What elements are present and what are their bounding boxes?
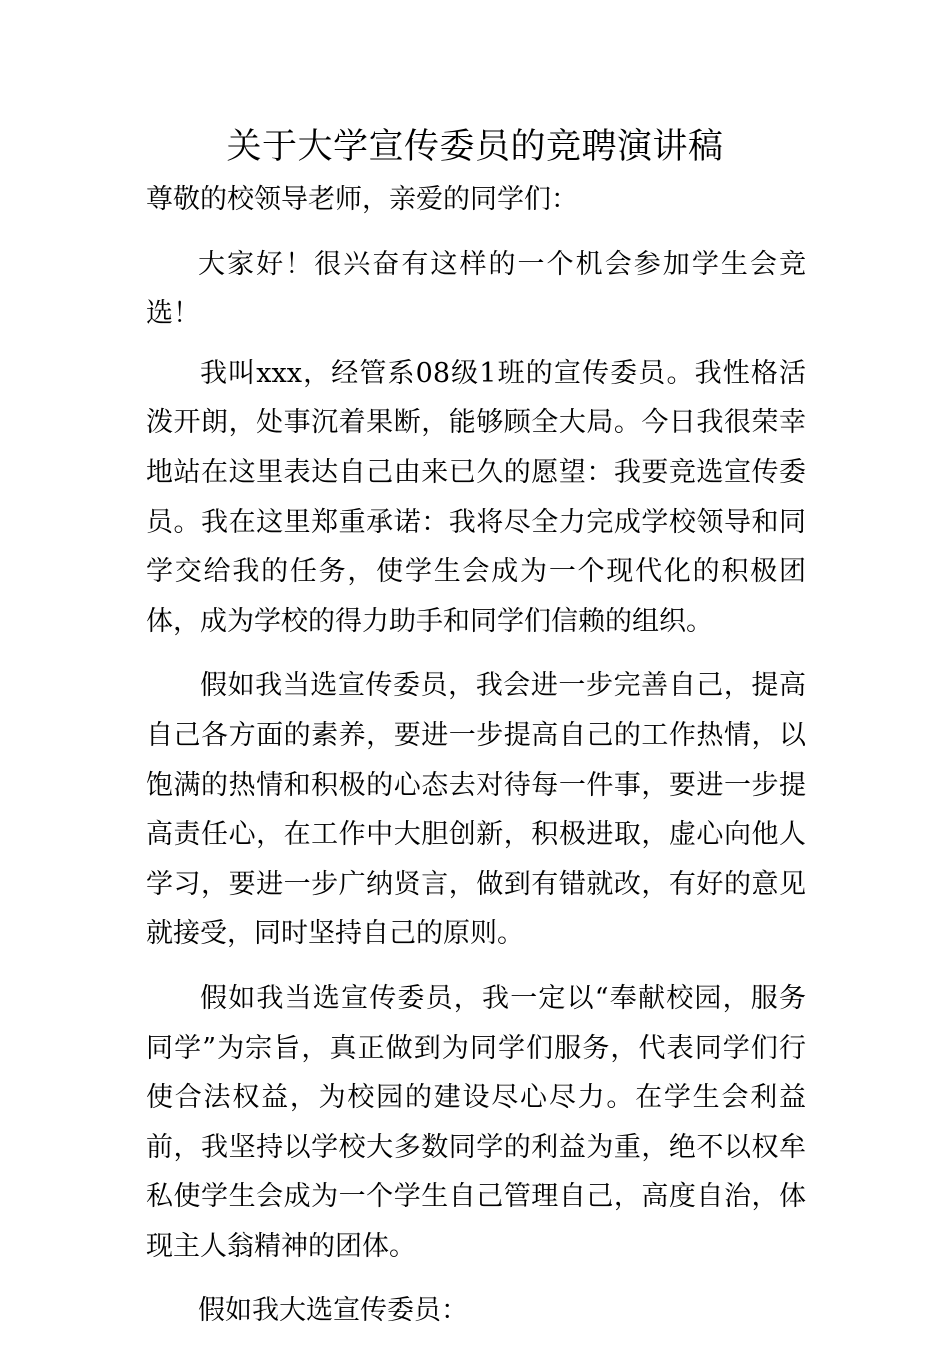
- paragraph-closing-fragment: 假如我大选宣传委员：: [198, 1295, 468, 1327]
- document-title: 关于大学宣传委员的竞聘演讲稿: [226, 127, 724, 167]
- paragraph-self-improvement: 假如我当选宣传委员，我会进一步完善自己，提高自己各方面的素养，要进一步提高自己的工作热情，以饱满的热情和积极的心态去对待每一件事，要进一步提高责任心，在工作中大胆创新，积极进取，虚心向他人学习，要进一步广纳贤言，做到有错就改，有好的意见就接受，同时坚持自己的原则。: [146, 670, 806, 950]
- paragraph-greeting: 大家好！很兴奋有这样的一个机会参加学生会竞选！: [146, 248, 806, 330]
- paragraph-introduction: 我叫xxx，经管系08级1班的宣传委员。我性格活泼开朗，处事沉着果断，能够顾全大局。今日我很荣幸地站在这里表达自己由来已久的愿望：我要竞选宣传委员。我在这里郑重承诺：我将尽全力完成学校领导和同学交给我的任务，使学生会成为一个现代化的积极团体，成为学校的得力助手和同学们信赖的组织。: [146, 357, 806, 637]
- salutation-line: 尊敬的校领导老师，亲爱的同学们：: [146, 184, 578, 215]
- paragraph-service-pledge: 假如我当选宣传委员，我一定以“奉献校园，服务同学”为宗旨，真正做到为同学们服务，代表同学们行使合法权益，为校园的建设尽心尽力。在学生会利益前，我坚持以学校大多数同学的利益为重，绝不以权牟私使学生会成为一个学生自己管理自己，高度自治，体现主人翁精神的团体。: [146, 982, 806, 1262]
- document-body: [146, 175, 806, 1346]
